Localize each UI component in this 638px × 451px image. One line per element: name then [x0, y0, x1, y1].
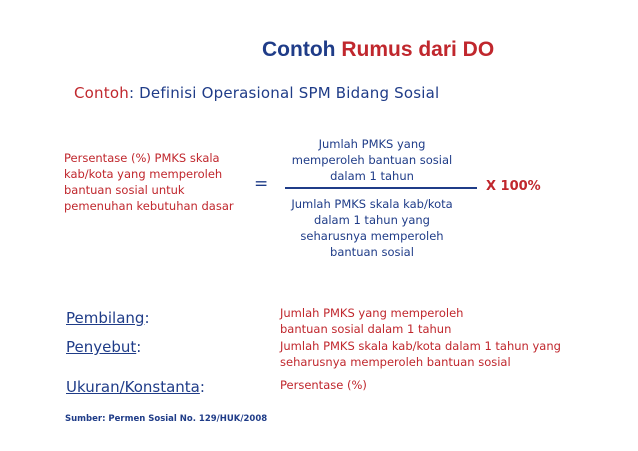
label-penyebut: Penyebut:: [66, 338, 142, 356]
definition-pembilang: Jumlah PMKS yang memperoleh bantuan sosial dalam 1 tahun: [280, 306, 464, 336]
formula-multiplier: X 100%: [486, 179, 541, 194]
subtitle-colon: :: [128, 84, 135, 102]
subtitle-rest: Definisi Operasional SPM Bidang Sosial: [139, 84, 440, 102]
equals-sign: =: [254, 174, 269, 194]
subtitle-prefix: Contoh: [74, 84, 129, 102]
fraction-line: [285, 187, 477, 189]
source-note: Sumber: Permen Sosial No. 129/HUK/2008: [65, 414, 268, 424]
formula-numerator: Jumlah PMKS yang memperoleh bantuan sosial dalam 1 tahun: [291, 137, 453, 183]
formula-denominator: Jumlah PMKS skala kab/kota dalam 1 tahun yang seharusnya memperoleh bantuan sosial: [291, 197, 453, 259]
title-accent: Rumus dari DO: [341, 38, 495, 61]
slide-subtitle: [74, 84, 439, 102]
definition-penyebut: Jumlah PMKS skala kab/kota dalam 1 tahun yang seharusnya memperoleh bantuan sosial: [280, 339, 561, 369]
formula-left-term: Persentase (%) PMKS skala kab/kota yang memperoleh bantuan sosial untuk pemenuhan kebutuhan dasar: [64, 151, 234, 213]
title-prefix: Contoh: [262, 38, 336, 61]
slide-title: [262, 38, 494, 62]
label-pembilang: Pembilang:: [66, 309, 150, 327]
label-ukuran-konstanta: Ukuran/Konstanta:: [66, 378, 205, 396]
definition-ukuran: Persentase (%): [280, 378, 367, 392]
